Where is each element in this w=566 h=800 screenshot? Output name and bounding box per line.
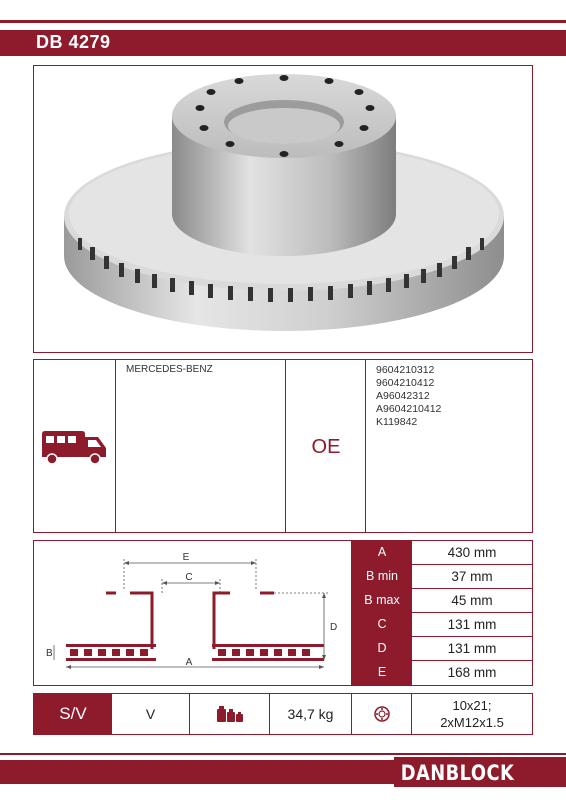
- product-photo: [33, 65, 533, 353]
- van-truck-icon: [40, 428, 108, 466]
- dimension-value: 37 mm: [451, 569, 493, 584]
- vehicle-make: MERCEDES-BENZ: [126, 364, 213, 375]
- dimension-label: B min: [352, 565, 412, 588]
- dimension-row-c: [352, 613, 532, 637]
- sv-value: V: [112, 694, 190, 734]
- label-c: C: [185, 572, 193, 583]
- oe-numbers-list: [376, 364, 441, 429]
- label-b: B: [46, 648, 53, 659]
- oe-numbers-cell: [366, 360, 532, 532]
- dimension-value: 131 mm: [447, 641, 497, 656]
- dimension-row-e: [352, 661, 532, 685]
- bolt-icon-cell: [352, 694, 412, 734]
- dimension-value: 430 mm: [447, 545, 497, 560]
- brand-logo: DANBLOCK: [400, 761, 515, 785]
- spec-strip: [33, 693, 533, 735]
- bolt-pattern-value: [412, 694, 532, 734]
- dimensions-panel: [33, 540, 533, 686]
- dimension-value: 168 mm: [447, 665, 497, 680]
- dimension-row-a: [352, 541, 532, 565]
- dimension-row-b-min: [352, 565, 532, 589]
- brake-disc-image: [34, 66, 533, 353]
- oe-number: A96042312: [376, 390, 430, 402]
- make-cell: [116, 360, 286, 532]
- disc-profile-diagram: [34, 541, 352, 685]
- dimension-value: 131 mm: [447, 617, 497, 632]
- oe-number: 9604210312: [376, 364, 435, 376]
- oe-number: K119842: [376, 416, 418, 428]
- oe-number: A9604210412: [376, 403, 442, 415]
- dimension-row-d: [352, 637, 532, 661]
- label-d: D: [330, 622, 338, 633]
- part-number: DB 4279: [36, 32, 111, 52]
- oe-label-cell: [286, 360, 366, 532]
- weights-icon: [190, 694, 270, 734]
- oe-number: 9604210412: [376, 377, 435, 389]
- cross-section-drawing: [34, 541, 352, 685]
- dimension-row-b-max: [352, 589, 532, 613]
- application-table: [33, 359, 533, 533]
- dimension-label: E: [352, 661, 412, 685]
- dimension-value: 45 mm: [451, 593, 493, 608]
- dimension-label: D: [352, 637, 412, 660]
- weight-value: 34,7 kg: [270, 694, 352, 734]
- title-bar: [0, 30, 566, 56]
- bolt-pattern-line: 10x21;: [452, 698, 492, 713]
- weight-icon-cell: [190, 694, 270, 734]
- dimension-label: B max: [352, 589, 412, 612]
- top-rule: [0, 20, 566, 23]
- oe-label: OE: [311, 436, 341, 458]
- bolt-pattern-line: 2xM12x1.5: [440, 715, 504, 730]
- bolt-circle-icon: [352, 694, 412, 734]
- dimension-label: C: [352, 613, 412, 636]
- brand-tab: [394, 757, 566, 787]
- footer-rule: [0, 753, 566, 755]
- label-a: A: [185, 657, 193, 668]
- label-e: E: [182, 552, 190, 563]
- dimension-label: A: [352, 541, 412, 564]
- dimensions-table: [352, 541, 532, 685]
- vehicle-type-cell: [34, 360, 116, 532]
- sv-label: S/V: [34, 694, 112, 734]
